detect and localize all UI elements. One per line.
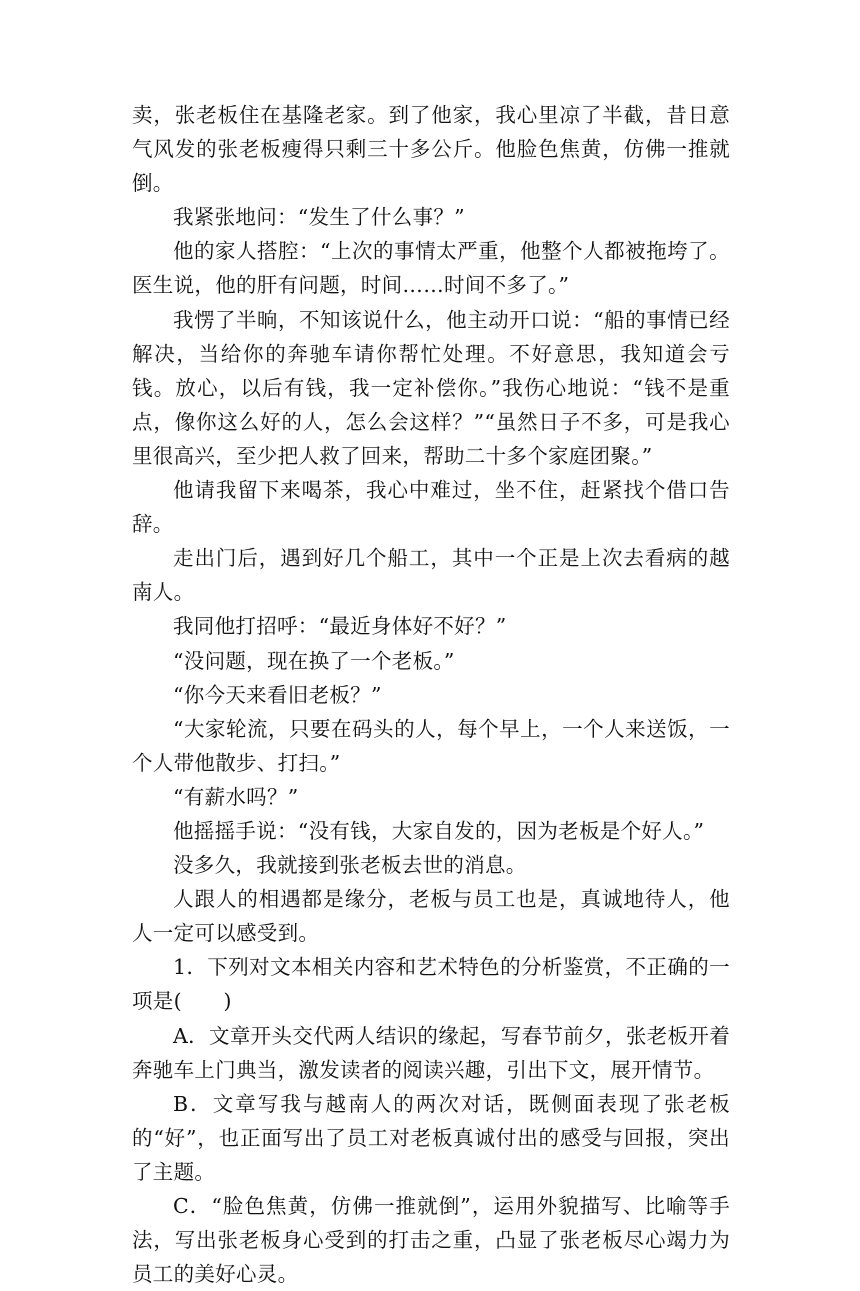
question-option-c: C．“脸色焦黄，仿佛一推就倒”，运用外貌描写、比喻等手法，写出张老板身心受到的打击之重，凸显了张老板尽心竭力为员工的美好心灵。 <box>132 1194 730 1287</box>
paragraph: “大家轮流，只要在码头的人，每个早上，一个人来送饭，一个人带他散步、打扫。” <box>132 716 730 775</box>
question-option-a: A．文章开头交代两人结识的缘起，写春节前夕，张老板开着奔驰车上门典当，激发读者的阅读兴趣，引出下文，展开情节。 <box>132 1023 730 1082</box>
paragraph: 没多久，我就接到张老板去世的消息。 <box>173 853 527 878</box>
paragraph: 我紧张地问：“发生了什么事？” <box>173 205 465 230</box>
paragraph: 他的家人搭腔：“上次的事情太严重，他整个人都被拖垮了。医生说，他的肝有问题，时间……时间不多了。” <box>132 239 730 298</box>
paragraph: 我愣了半晌，不知该说什么，他主动开口说：“船的事情已经解决，当给你的奔驰车请你帮忙处理。不好意思，我知道会亏钱。放心，以后有钱，我一定补偿你。”我伤心地说：“钱不是重点，像你这么好的人，怎么会这样？”“虽然日子不多，可是我心里很高兴，至少把人救了回来，帮助二十多个家庭团聚。” <box>132 307 730 468</box>
paragraph: 他请我留下来喝茶，我心中难过，坐不住，赶紧找个借口告辞。 <box>132 478 730 537</box>
paragraph: 他摇摇手说：“没有钱，大家自发的，因为老板是个好人。” <box>173 818 705 843</box>
paragraph-continuation: 卖，张老板住在基隆老家。到了他家，我心里凉了半截，昔日意气风发的张老板瘦得只剩三十多公斤。他脸色焦黄，仿佛一推就倒。 <box>132 103 730 196</box>
paragraph: 我同他打招呼：“最近身体好不好？” <box>173 614 507 639</box>
question-option-b: B．文章写我与越南人的两次对话，既侧面表现了张老板的“好”，也正面写出了员工对老板真诚付出的感受与回报，突出了主题。 <box>132 1091 730 1184</box>
question-stem: 1．下列对文本相关内容和艺术特色的分析鉴赏，不正确的一项是( ) <box>132 955 730 1014</box>
document-page <box>132 98 730 1291</box>
paragraph: “你今天来看旧老板？” <box>173 682 382 707</box>
paragraph: 走出门后，遇到好几个船工，其中一个正是上次去看病的越南人。 <box>132 546 730 605</box>
paragraph: “有薪水吗？” <box>173 784 299 809</box>
paragraph: 人跟人的相遇都是缘分，老板与员工也是，真诚地待人，他人一定可以感受到。 <box>132 887 730 946</box>
paragraph: “没问题，现在换了一个老板。” <box>173 648 455 673</box>
